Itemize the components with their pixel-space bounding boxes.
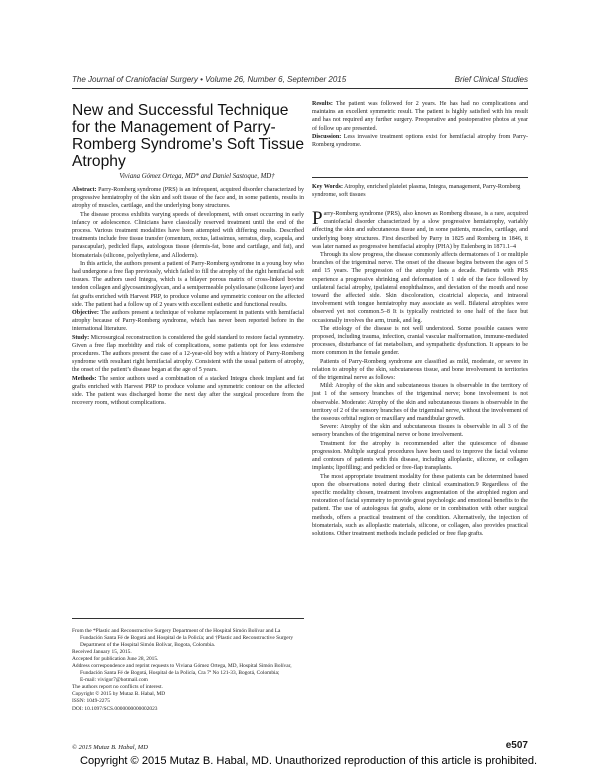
- body-paragraph-4: Patients of Parry-Romberg syndrome are classified as mild, moderate, or severe in relation to atrophy of the skin, subcutaneous tissue, and bone involvement in territories of the trigeminal nerve as follows:: [312, 358, 528, 382]
- discussion-text: Less invasive treatment options exist for hemifacial atrophy from Parry-Romberg syndrome.: [312, 133, 528, 149]
- objective-paragraph: [72, 309, 304, 334]
- methods-text: The senior authors used a combination of a stacked Integra cheek implant and fat grafts enriched with Harvest PRP to produce volume and symmetric contour on the affected side. The patient was discharged home the next day after the surgical procedure from the recovery room, without complications.: [72, 375, 304, 407]
- body-paragraph-5: Mild: Atrophy of the skin and subcutaneous tissues is observable in the territory of just 1 of the sensory branches of the trigeminal nerve; bone involvement is not observable. Moderate: Atrophy of the skin and subcutaneous tissues is observable in the territory of 2 of the sensory branches of the trigeminal nerve, without the involvement of the osseous orbital region or maxillary and mandibular growth.: [312, 383, 528, 423]
- discussion-label: Discussion:: [312, 133, 342, 140]
- abstract-paragraph-2: The disease process exhibits varying speeds of development, with onset occurring in early infancy or adolescence. Clinicians have classically reserved treatment until the end of the process. Various treatment modalities have been attempted with differing results. Described treatments include free tissue transfer (omentum, rectus, latissimus, serratus, diep, scapula, and parascapular), pedicled flaps, autologous tissue (dermis-fat, bone and cartilage, and fat), and biomaterials (silicone, polyethylene, and Alloderm).: [72, 211, 304, 259]
- page-number: e507: [505, 740, 528, 751]
- received-date: Received January 15, 2015.: [72, 649, 132, 656]
- body-paragraph-3: The etiology of the disease is not well understood. Some possible causes were proposed, including trauma, infection, cranial vascular malformation, immune-mediated processes, disturbance of fat metabolism, and sympathetic dysfunction. It appears to be more common in the female gender.: [312, 325, 528, 357]
- doi: DOI: 10.1097/SCS.0000000000002023: [72, 705, 158, 712]
- abstract-paragraph-3: In this article, the authors present a patient of Parry-Romberg syndrome in a young boy who had undergone a free flap previously, which failed to fill the atrophy of the right hemifacial soft tissues. The authors used Integra, which is a bilayer porous matrix of cross-linked bovine tendon collagen and glycosaminoglycan, and a semipermeable polysiloxane (silicone layer) and fat grafts enriched with Harvest PRP, to produce volume and symmetric contour on the affected side. The patient had a follow up of 2 years with excellent esthetic and functional results.: [72, 260, 304, 308]
- methods-label: Methods:: [72, 375, 97, 382]
- keywords-block: [312, 183, 528, 199]
- methods-paragraph: [72, 375, 304, 408]
- body-paragraph-2: Through its slow progress, the disease commonly affects dermatomes of 1 or multiple branches of the trigeminal nerve. The onset of the disease begins between the ages of 5 and 15 years. The progression of the atrophy lasts a decade. Patients with PRS experience a progressive shrinking and deformation of 1 side of the face followed by unilateral facial atrophy, ipsilateral enophthalmos, and deviation of the mouth and nose toward the affected side. Skin discoloration, cicatricial alopecia, and intraoral involvement with tongue hemiatrophy may associate as well. Bilateral atrophies were observed yet not common.5–8 It is typically restricted to one half of the face but occasionally involves the arm, trunk, and leg.: [312, 252, 528, 324]
- issn: ISSN: 1049-2275: [72, 698, 110, 705]
- keywords-text: Atrophy, enriched platelet plasma, Integra, management, Parry-Romberg syndrome, soft tissues: [312, 184, 521, 199]
- study-paragraph: [72, 334, 304, 375]
- section-label: Brief Clinical Studies: [454, 75, 528, 84]
- keywords-label: Key Words:: [312, 184, 343, 190]
- body-paragraph-6: Severe: Atrophy of the skin and subcutaneous tissues is observable in all 3 of the sensory branches of the trigeminal nerve or bone involvement.: [312, 424, 528, 439]
- accepted-date: Accepted for publication June 28, 2015.: [72, 656, 159, 663]
- body-text: [312, 210, 528, 538]
- body-paragraph-7: Treatment for the atrophy is recommended after the quiescence of disease progression. Multiple surgical procedures have been used to improve the facial volume and contours of patients with this disease, including alloplastic, silicone, or collagen implants; lipofilling; and pedicled or free-flap transplants.: [312, 440, 528, 472]
- running-head: [72, 74, 528, 86]
- abstract-paragraph-1: [72, 186, 304, 211]
- affiliations-block: [72, 628, 304, 713]
- abstract-block: [72, 186, 304, 407]
- drop-cap: P: [312, 208, 323, 229]
- results-paragraph: [312, 100, 528, 133]
- results-text: The patient was followed for 2 years. He has had no complications and maintains an excellent symmetric result. The patient is highly satisfied with his result and has not required any further surgery. Preoperative and postoperative photos at year of follow up are presented.: [312, 101, 528, 132]
- body-paragraph-1: [312, 210, 528, 251]
- copyright-notice: Copyright © 2015 Mutaz B. Habal, MD. Unauthorized reproduction of this article is prohibited.: [80, 755, 538, 767]
- keywords-rule: [312, 177, 528, 178]
- results-label: Results:: [312, 101, 333, 107]
- body-text-1: arry-Romberg syndrome (PRS), also known as Romberg disease, is a rare, acquired craniofacial disorder characterized by a slow progressive hemiatrophy, variably affecting the skin and subcutaneous tissue and, in some patients, muscles, cartilage, and underlying bony structures. First described by Parry in 1825 and Romberg in 1846, it was later named as progressive hemifacial atrophy (PHA) by Eulenberg in 1871.1–4: [312, 211, 528, 250]
- discussion-paragraph: [312, 133, 528, 149]
- article-authors: Viviana Gómez Ortega, MD* and Daniel Sastoque, MD†: [119, 173, 275, 180]
- results-block: [312, 100, 528, 149]
- study-label: Study:: [72, 334, 90, 341]
- footer-publisher: © 2015 Mutaz B. Habal, MD: [72, 744, 148, 751]
- correspondence-address: Address correspondence and reprint requests to Viviana Gómez Ortega, MD, Hospital Simón Bolívar, Fundación Santa Fé de Bogotá, Hospital de la Policía, Cra 7ª No 121-33, Bogotá, Colombia;: [72, 663, 292, 677]
- affiliation-rule: [72, 618, 304, 619]
- abstract-label: Abstract:: [72, 187, 97, 193]
- body-paragraph-8: The most appropriate treatment modality for these patients can be determined based upon the observations noted during their clinical examination.9 Regardless of the specific modality chosen, treatment involves augmentation of the atrophied region and restoration of facial symmetry to provide great psychologic and emotional benefits to the patient. The use of autologous fat grafts, alone or in combination with other surgical methods, offers a practical treatment of the condition. Alternatively, the injection of biomaterials, such as alloplastic materials, silicone, or collagen, also provides practical solutions. Other treatment methods include pedicled or free flap grafts.: [312, 473, 528, 537]
- correspondence-email: E-mail: vivigor7@hotmail.com: [80, 677, 148, 684]
- abstract-text-1: Parry-Romberg syndrome (PRS) is an infrequent, acquired disorder characterized by progressive hemiatrophy of the skin and soft tissue of the face and, in some patients, results in atrophy of muscles, cartilage, and the underlying bony structures.: [72, 187, 304, 210]
- objective-text: The authors present a technique of volume replacement in patients with hemifacial atrophy because of Parry-Romberg syndrome, which has never been reported before in the international literature.: [72, 310, 304, 333]
- journal-running-title: The Journal of Craniofacial Surgery • Volume 26, Number 6, September 2015: [72, 75, 347, 84]
- affiliation-from: From the *Plastic and Reconstructive Surgery Department of the Hospital Simón Bolívar and La Fundación Santa Fé de Bogotá and Hospital de la Policía; and †Plastic and Reconstructive Surgery Department of the Hospital Simón Bolívar, Bogota, Colombia.: [72, 628, 294, 649]
- header-rule: [72, 88, 528, 89]
- article-title: New and Successful Technique for the Management of Parry-Romberg Syndrome’s Soft Tissue Atrophy: [72, 102, 304, 170]
- conflict-of-interest: The authors report no conflicts of interest.: [72, 684, 163, 691]
- objective-label: Objective:: [72, 310, 99, 317]
- article-copyright: Copyright © 2015 by Mutaz B. Habal, MD: [72, 691, 166, 698]
- study-text: Microsurgical reconstruction is considered the gold standard to restore facial symmetry. Given a free flap morbidity and risk of complications, some patients opt for less extensive procedures. The authors present the case of a 12-year-old boy with a history of Parry-Romberg syndrome with resultant right hemifacial atrophy. Consistent with the usual pattern of atrophy, the onset of the patient’s disease began at the age of 5 years.: [72, 334, 305, 374]
